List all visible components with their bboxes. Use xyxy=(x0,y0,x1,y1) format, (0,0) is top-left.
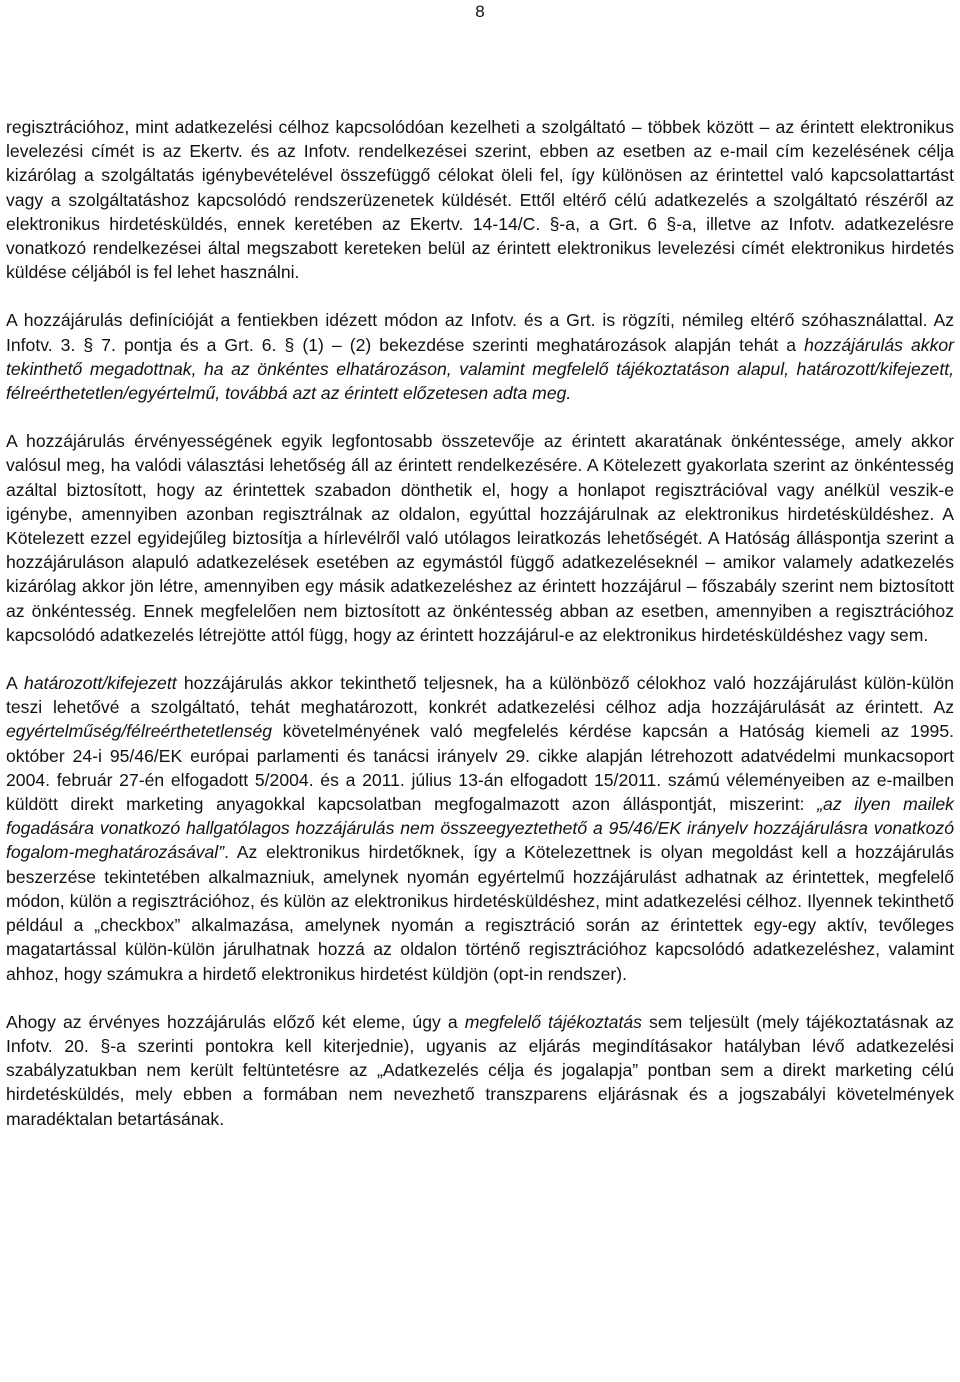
italic-text-run: megfelelő tájékoztatás xyxy=(464,1011,642,1032)
paragraph xyxy=(6,671,954,986)
paragraph xyxy=(6,1010,954,1131)
paragraph xyxy=(6,308,954,405)
text-run: . Az elektronikus hirdetőknek, így a Kötelezettnek is olyan megoldást kell a hozzájárulás beszerzése tekintetében alkalmazniuk, amelynek nyomán egyértelmű hozzájárulást adhatnak az érintettek, megfelelő módon, külön a regisztrációhoz, és külön az elektronikus hirdetésküldéshez, mint adatkezelési célhoz. Ilyennek tekinthető például a „checkbox” alkalmazása, amelynek nyomán a regisztráció során az érintettek egy-egy aktív, tevőleges magatartással külön-külön járulhatnak hozzá az oldalon történő regisztrációhoz kapcsolódó adatkezeléshez, valamint ahhoz, hogy számukra a hirdető elektronikus hirdetést küldjön (opt-in rendszer). xyxy=(6,842,954,984)
text-run: sem teljesült (mely tájékoztatásnak az Infotv. 20. §-a szerinti pontokra kell kiterjednie), ugyanis az eljárás megindításakor hatályban lévő adatkezelési szabályzatukban nem került feltüntetésre az „Adatkezelés célja és jogalapja” pontban sem a direkt marketing célú hirdetésküldés, mely ebben a formában nem nevezhető transzparens eljárásnak és a jogszabályi követelmények maradéktalan betartásának. xyxy=(6,1011,955,1129)
text-run: hozzájárulás akkor tekinthető teljesnek, ha a különböző célokhoz való hozzájárulást külön-külön teszi lehetővé a szolgáltató, tehát meghatározott, konkrét adatkezelési célhoz adja hozzájárulását az érintett. Az xyxy=(6,673,954,718)
paragraph xyxy=(6,429,954,647)
text-run: regisztrációhoz, mint adatkezelési célhoz kapcsolódóan kezelheti a szolgáltató – többek között – az érintett elektronikus levelezési címét is az Ekertv. és az Infotv. rendelkezései szerint, ebben az esetben az e-mail cím kezelésének célja kizárólag a szolgáltatás igénybevételével összefüggő célokat öleli fel, így különösen az érintettel való kapcsolattartást vagy a szolgáltatáshoz kapcsolódó rendszerüzenetek küldését. Ettől eltérő célú adatkezelés a szolgáltató részéről az elektronikus hirdetésküldés, ennek keretében az Ekertv. 14-14/C. §-a, a Grt. 6 §-a, illetve az Infotv. adatkezelésre vonatkozó rendelkezései által megszabott kereteken belül az érintett elektronikus levelezési címét elektronikus hirdetés küldése céljából is fel lehet használni. xyxy=(6,117,954,283)
italic-text-run: egyértelműség/félreérthetetlenség xyxy=(6,721,273,742)
italic-text-run: „az ilyen mailek fogadására vonatkozó hallgatólagos hozzájárulás nem összeegyeztethető a 95/46/EK irányelv hozzájárulásra vonatkozó fogalom-meghatározásával” xyxy=(6,794,954,863)
text-run: A xyxy=(6,673,25,694)
italic-text-run: határozott/kifejezett xyxy=(24,673,177,694)
page-number: 8 xyxy=(475,2,485,21)
document-body xyxy=(6,115,954,1131)
text-run: A hozzájárulás definícióját a fentiekben idézett módon az Infotv. és a Grt. is rögzíti, némileg eltérő szóhasználattal. Az Infotv. 3. § 7. pontja és a Grt. 6. § (1) – (2) bekezdése szerinti meghatározások alapján tehát a xyxy=(6,310,954,355)
text-run: követelményének való megfelelés kérdése kapcsán a Hatóság kiemeli az 1995. október 24-i 95/46/EK európai parlamenti és tanácsi irányelv 29. cikke alapján létrehozott adatvédelmi munkacsoport 2004. február 27-én elfogadott 5/2004. és a 2011. július 13-án elfogadott 15/2011. számú véleményeiben az e-mailben küldött direkt marketing anyagokkal kapcsolatban megfogalmazott azon álláspontját, miszerint: xyxy=(6,721,954,815)
text-run: A hozzájárulás érvényességének egyik legfontosabb összetevője az érintett akaratának önkéntessége, amely akkor valósul meg, ha valódi választási lehetőség áll az érintett rendelkezésére. A Kötelezett gyakorlata szerint az önkéntesség azáltal biztosított, hogy az érintettek szabadon dönthetik el, hogy a honlapot regisztrációval vagy anélkül veszik-e igénybe, amennyiben azonban regisztrálnak az oldalon, egyúttal hozzájárulnak az elektronikus hirdetésküldéshez. A Kötelezett ezzel egyidejűleg biztosítja a hírlevélről való utólagos leiratkozás lehetőségét. A Hatóság álláspontja szerint a hozzájáruláson alapuló adatkezelések esetében az egymástól függő adatkezeléseknél – amikor valamely adatkezelés kizárólag akkor jön létre, amennyiben egy másik adatkezeléshez az érintett hozzájárul – főszabály szerint nem biztosított az önkéntesség. Ennek megfelelően nem biztosított az önkéntesség abban az esetben, amennyiben a regisztrációhoz kapcsolódó adatkezelés létrejötte attól függ, hogy az érintett hozzájárul-e az elektronikus hirdetésküldéshez vagy sem. xyxy=(6,431,954,645)
italic-text-run: hozzájárulás akkor tekinthető megadottnak, ha az önkéntes elhatározáson, valamint megfelelő tájékoztatáson alapul, határozott/kifejezett, félreérthetetlen/egyértelmű, továbbá azt az érintett előzetesen adta meg. xyxy=(6,334,955,404)
text-run: Ahogy az érvényes hozzájárulás előző két eleme, úgy a xyxy=(6,1011,465,1032)
paragraph xyxy=(6,115,954,284)
